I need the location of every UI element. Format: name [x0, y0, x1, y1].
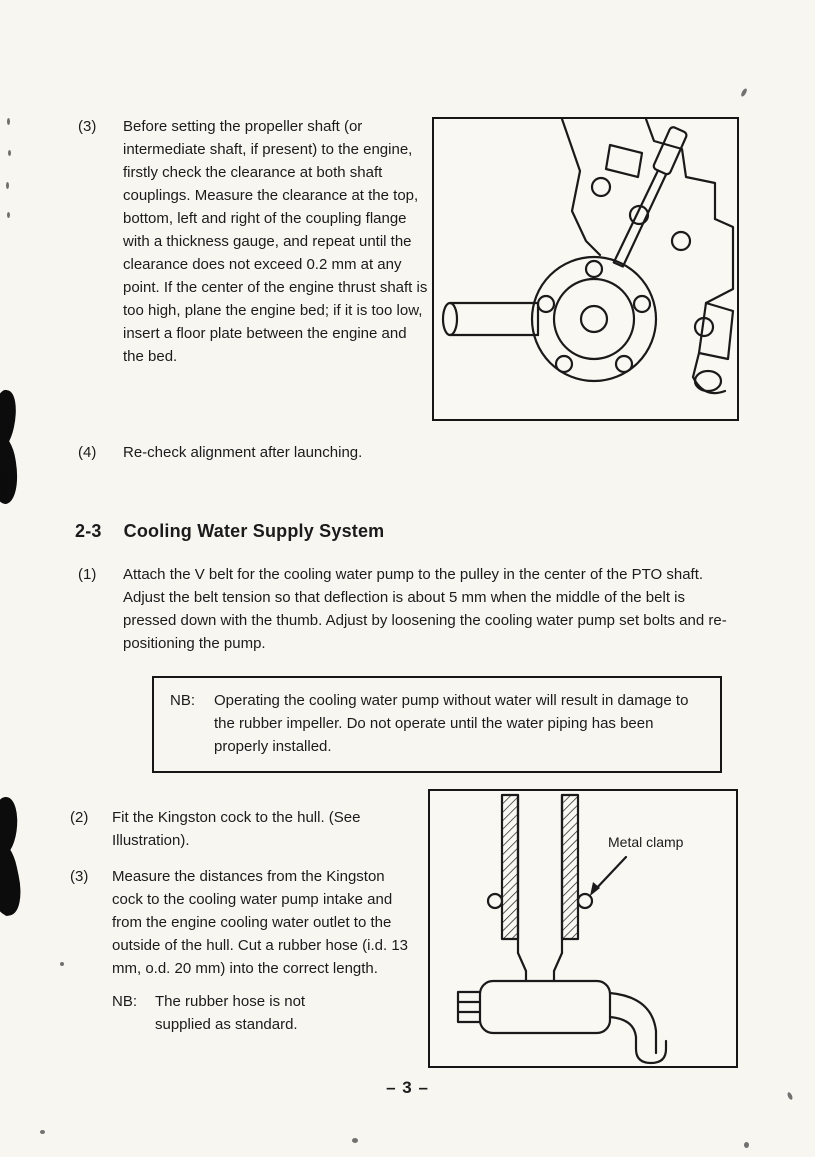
- scan-artifact: [7, 212, 10, 218]
- item-text: Attach the V belt for the cooling water pump to the pulley in the center of the PTO shaft. Adjust the belt tension so that deflection is about 5 mm when the middle of the belt is pressed down with the thumb. Adjust by loosening the cooling water pump set bolts and re-positioning the pump.: [123, 566, 727, 652]
- scan-artifact: [60, 962, 64, 966]
- scan-artifact: [40, 1130, 45, 1134]
- nb-text: Operating the cooling water pump without water will result in damage to the rubber impeller. Do not operate until the water piping has been properly installed.: [214, 692, 689, 755]
- item-text: Re-check alignment after launching.: [123, 444, 363, 461]
- scan-artifact: [0, 470, 9, 496]
- figure-kingston-cock: [428, 789, 738, 1068]
- item-number: (2): [70, 809, 89, 826]
- nb-note: [112, 990, 420, 1036]
- scan-artifact: [740, 88, 748, 98]
- cooling-items-column: [70, 806, 420, 1036]
- nb-text: The rubber hose is not supplied as standard.: [155, 993, 306, 1033]
- item-text: Fit the Kingston cock to the hull. (See Illustration).: [112, 809, 361, 849]
- instruction-item-cooling-3: [70, 865, 420, 980]
- nb-warning-box: [152, 676, 722, 773]
- scan-artifact: [7, 118, 10, 125]
- nb-label: NB:: [112, 993, 138, 1010]
- item-number: (3): [78, 118, 97, 135]
- item-text: Before setting the propeller shaft (or intermediate shaft, if present) to the engine, firstly check the clearance at both shaft couplings. Measure the clearance at the top, bottom, left and right of the coupling flange with a thickness gauge, and repeat until the clearance does not exceed 0.2 mm at any point. If the center of the engine thrust shaft is too high, plane the engine bed; if it is too low, insert a floor plate between the engine and the bed.: [123, 118, 428, 365]
- item-number: (1): [78, 566, 97, 583]
- scan-artifact: [2, 900, 12, 916]
- scan-artifact: [6, 182, 9, 189]
- instruction-item-cooling-2: [70, 806, 420, 852]
- instruction-item-alignment-4: [78, 441, 498, 464]
- instruction-item-alignment-3: [78, 115, 430, 368]
- page-number: – 3 –: [386, 1078, 429, 1097]
- instruction-item-cooling-1: [78, 563, 742, 655]
- section-title: Cooling Water Supply System: [123, 520, 385, 541]
- scan-artifact: [744, 1142, 749, 1148]
- section-number: 2-3: [75, 520, 102, 541]
- nb-label: NB:: [170, 692, 196, 709]
- kingston-cock-illustration: [430, 791, 736, 1066]
- coupling-illustration: [434, 119, 737, 419]
- item-number: (4): [78, 444, 97, 461]
- item-number: (3): [70, 868, 89, 885]
- scan-artifact: [8, 150, 11, 156]
- scan-artifact: [352, 1138, 358, 1143]
- figure-shaft-coupling: [432, 117, 739, 421]
- section-heading: [75, 520, 384, 543]
- item-text: Measure the distances from the Kingston cock to the cooling water pump intake and from the engine cooling water outlet to the outside of the hull. Cut a rubber hose (i.d. 13 mm, o.d. 20 mm) into the correct length.: [112, 868, 409, 977]
- metal-clamp-callout: Metal clamp: [608, 834, 684, 850]
